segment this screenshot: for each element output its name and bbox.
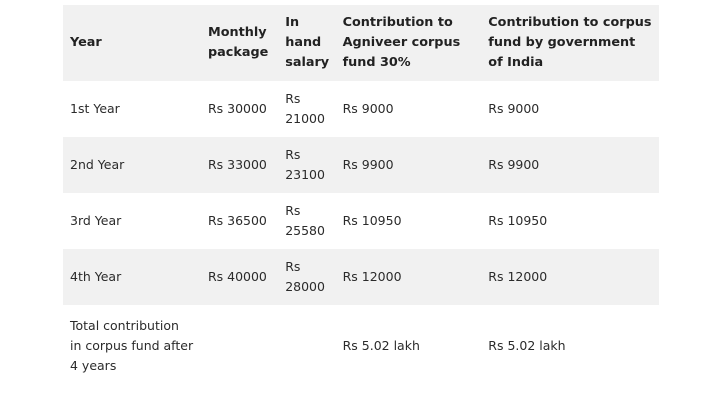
cell-in-hand-salary: Rs 28000 (278, 249, 335, 305)
cell-year: 4th Year (63, 249, 201, 305)
header-government-contribution: Contribution to corpus fund by government of India (481, 5, 659, 81)
total-inhand-empty (278, 305, 335, 387)
cell-monthly-package: Rs 33000 (201, 137, 278, 193)
cell-agniveer-contribution: Rs 10950 (342, 213, 402, 228)
cell-monthly-package: Rs 40000 (201, 249, 278, 305)
cell-in-hand-salary: Rs 21000 (285, 91, 325, 126)
total-label: Total contribution in corpus fund after 4 years (63, 305, 201, 387)
header-in-hand-salary: In hand salary (278, 5, 335, 81)
total-agniveer-contribution: Rs 5.02 lakh (336, 305, 482, 387)
cell-year: 2nd Year (63, 137, 201, 193)
cell-government-contribution: Rs 9000 (488, 101, 540, 116)
cell-agniveer-contribution: Rs 9900 (336, 137, 482, 193)
cell-agniveer-contribution: Rs 9000 (342, 101, 394, 116)
cell-monthly-package: Rs 36500 (207, 213, 267, 228)
table-row (63, 137, 659, 193)
total-government-contribution: Rs 5.02 lakh (481, 305, 659, 387)
cell-government-contribution: Rs 9900 (481, 137, 659, 193)
cell-year: 3rd Year (70, 213, 122, 228)
header-year: Year (63, 5, 201, 81)
table-header-row (63, 5, 659, 81)
cell-year: 1st Year (70, 101, 120, 116)
cell-in-hand-salary: Rs 25580 (285, 203, 325, 238)
header-monthly-package: Monthly package (201, 5, 278, 81)
table-row (63, 249, 659, 305)
table-row (63, 193, 659, 249)
agniveer-salary-table (63, 5, 659, 387)
table-row (63, 81, 659, 137)
total-monthly-empty (201, 305, 278, 387)
cell-in-hand-salary: Rs 23100 (278, 137, 335, 193)
header-agniveer-contribution: Contribution to Agniveer corpus fund 30% (336, 5, 482, 81)
table-total-row (63, 305, 659, 387)
cell-agniveer-contribution: Rs 12000 (336, 249, 482, 305)
cell-government-contribution: Rs 10950 (488, 213, 548, 228)
cell-monthly-package: Rs 30000 (207, 101, 267, 116)
cell-government-contribution: Rs 12000 (481, 249, 659, 305)
